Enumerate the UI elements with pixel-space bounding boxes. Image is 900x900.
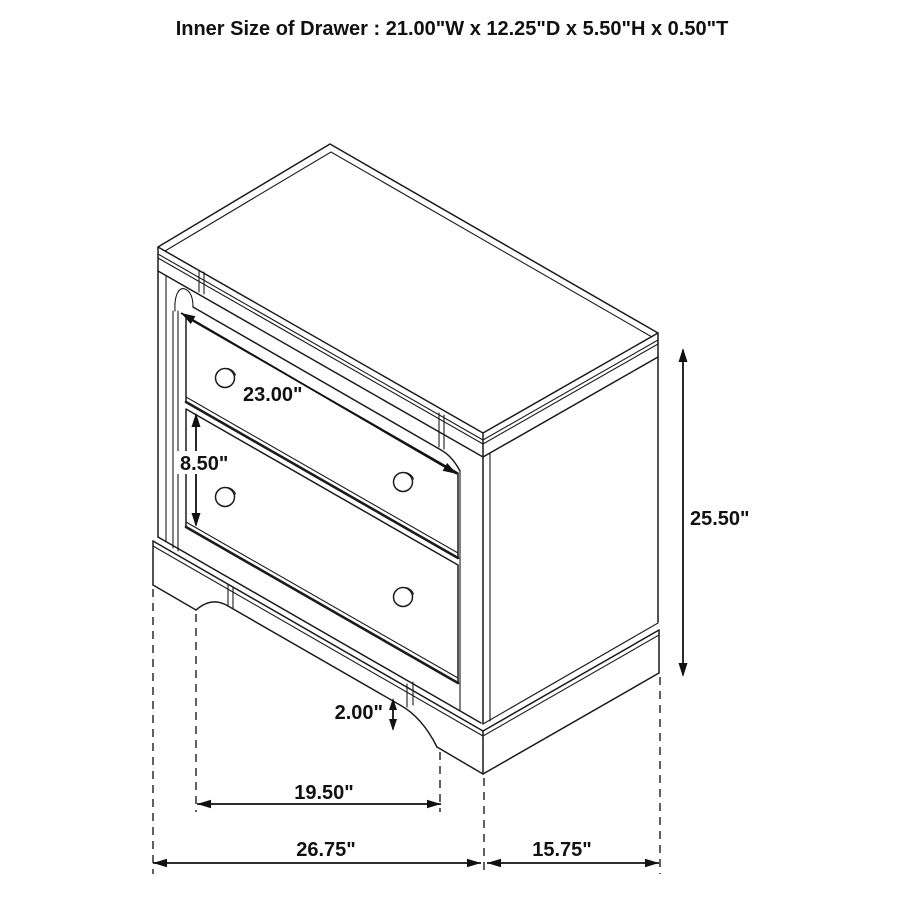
dim-feet-inner-span [197,782,441,808]
knob [394,588,414,607]
dim-drawer-opening-height [176,413,234,527]
knob [216,369,236,388]
dim-overall-width [153,839,481,867]
knob [394,473,414,492]
dim-label-overall-depth: 15.75" [532,839,592,861]
face-frame [173,270,460,710]
dim-base-clearance [335,698,397,731]
dim-label-feet-inner-span: 19.50" [294,782,354,804]
dim-overall-depth [487,839,659,867]
dim-label-base-clearance: 2.00" [334,702,383,724]
knob [216,488,236,507]
dim-label-drawer-opening-height: 8.50" [180,453,229,475]
diagram-title: Inner Size of Drawer : 21.00"W x 12.25"D x 5.50"H x 0.50"T [175,18,729,40]
top-slab [158,144,658,457]
extension-lines [153,589,660,874]
base-plinth [153,541,659,774]
dim-label-overall-height: 25.50" [690,508,750,530]
drawer-top [186,317,458,558]
dim-overall-height [679,348,750,677]
dim-drawer-opening-width [181,313,457,474]
dim-label-overall-width: 26.75" [296,839,356,861]
dim-label-drawer-opening-width: 23.00" [243,384,303,406]
case-body [158,271,658,724]
